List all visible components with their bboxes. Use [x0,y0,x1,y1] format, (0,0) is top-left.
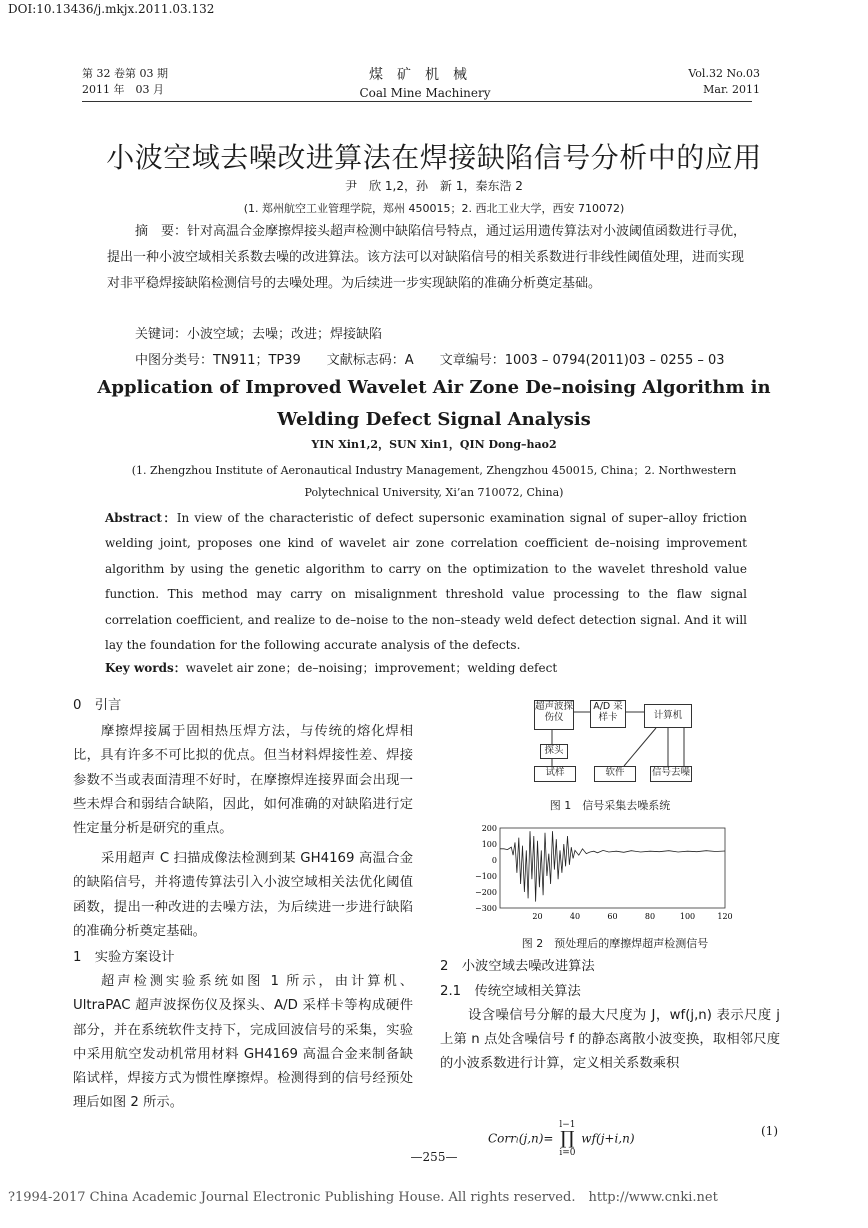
page-number: —255— [410,1150,458,1164]
volume-issue: 第 32 卷第 03 期 [82,67,168,80]
y-tick-label: −200 [475,888,497,897]
y-tick-label: 100 [481,840,497,849]
date-en: Mar. 2011 [703,83,760,96]
intro-paragraph-1: 摩擦焊接属于固相热压焊方法，与传统的熔化焊相比，具有许多不可比拟的优点。但当材料焊接性差、焊接参数不当或表面清理不好时，在摩擦焊连接界面会出现一些未焊合和弱结合缺陷，因此，如何准确的对缺陷进行定性定量分析是研究的重点。 [73,724,413,837]
section-2-1-paragraph: 设含噪信号分解的最大尺度为 J，wf(j,n) 表示尺度 j 上第 n 点处含噪信号 f 的静态离散小波变换，取相邻尺度的小波系数进行计算，定义相关系数乘积 [440,1008,780,1072]
y-tick-label: −100 [475,872,497,881]
box-probe: 探头 [540,744,568,759]
title-en-line2: Welding Defect Signal Analysis [277,409,591,430]
keywords-en-text: wavelet air zone；de–noising；improvement；welding defect [185,661,558,675]
footer-copyright: ?1994-2017 China Academic Journal Electronic Publishing House. All rights reserved. http://www.cnki.net [8,1190,718,1205]
x-tick-label: 120 [717,912,733,921]
box-ultrasonic-detector: 超声波探伤仪 [534,700,574,730]
figure-2-caption: 图 2 预处理后的摩擦焊超声检测信号 [521,937,709,950]
y-tick-label: 200 [481,824,497,833]
issue-date: 2011 年 03 月 [82,83,164,96]
journal-name-en: Coal Mine Machinery [359,86,491,100]
figure-1-caption: 图 1 信号采集去噪系统 [549,799,671,812]
figure-2-chart [470,820,740,925]
product-symbol: ∏ [560,1128,575,1149]
x-tick-label: 80 [644,912,656,921]
box-signal-denoise: 信号去噪 [650,766,692,782]
box-ad-card: A/D 采样卡 [590,700,626,728]
equation-lhs: Corrₗ(j,n)= [488,1131,554,1146]
affiliation-en: (1. Zhengzhou Institute of Aeronautical Industry Management, Zhengzhou 450015, China；2. Northwestern Polytechnical University, Xi’an 710072, China) [131,464,737,499]
left-column [73,694,413,1115]
authors-cn: 尹 欣 1,2，孙 新 1，秦东浩 2 [345,179,523,193]
classification-cn: 中图分类号：TN911；TP39 文献标志码：A 文章编号：1003 – 0794(2011)03 – 0255 – 03 [135,353,725,368]
section-2-heading: 2 小波空域去噪改进算法 [440,959,595,974]
section-0-heading: 0 引言 [73,698,122,713]
figure-1-diagram [528,698,728,788]
experiment-paragraph: 超声检测实验系统如图 1 所示，由计算机、UltraPAC 超声波探伤仪及探头、A/D 采样卡等构成硬件部分，并在系统软件支持下，完成回波信号的采集，实验中采用航空发动机常用材料 GH4169 高温合金来制备缺陷试样，焊接方式为惯性摩擦焊。检测得到的信号经预处理后如图 2 所示。 [73,974,413,1111]
title-en-line1: Application of Improved Wavelet Air Zone De–noising Algorithm in [97,377,771,398]
equation-number: (1) [761,1124,778,1138]
x-tick-label: 100 [679,912,696,921]
keywords-en [105,659,747,676]
abstract-en-label: Abstract： [105,511,177,525]
journal-name-cn: 煤矿机械 [369,67,481,83]
keywords-en-label: Key words： [105,661,186,675]
x-tick-label: 20 [532,912,543,921]
paper-title-cn: 小波空域去噪改进算法在焊接缺陷信号分析中的应用 [106,141,762,174]
header-center [330,64,520,100]
box-software: 软件 [594,766,636,782]
header-right [688,66,760,98]
product-lower-limit: i=0 [559,1148,576,1158]
volume-en: Vol.32 No.03 [688,67,760,80]
signal-series-line [500,831,725,901]
x-tick-label: 60 [607,912,618,921]
x-tick-label: 40 [569,912,581,921]
abstract-en-text: In view of the characteristic of defect supersonic examination signal of super–alloy friction welding joint, proposes one kind of wavelet air zone correlation coefficient de–noising improvement algorithm by using the genetic algorithm to carry on the optimization to the wavelet threshold value function. This method may carry on misalignment threshold value processing to the flaw signal correlation coefficient, and realize to de–noise to the non–steady weld defect detection signal. And it will lay the foundation for the following accurate analysis of the defects. [105,511,747,653]
doi-line: DOI:10.13436/j.mkjx.2011.03.132 [8,2,215,16]
y-tick-label: 0 [491,856,497,865]
box-sample: 试样 [534,766,576,782]
intro-paragraph-2: 采用超声 C 扫描成像法检测到某 GH4169 高温合金的缺陷信号，并将遗传算法引入小波空域相关法优化阈值函数，提出一种改进的去噪方法，为后续进一步进行缺陷的准确分析奠定基础。 [73,851,413,939]
keywords-cn: 关键词：小波空域；去噪；改进；焊接缺陷 [135,327,383,342]
section-2-1-heading: 2.1 传统空域相关算法 [440,984,581,999]
authors-en: YIN Xin1,2，SUN Xin1，QIN Dong–hao2 [311,438,557,451]
abstract-cn: 摘 要：针对高温合金摩擦焊接头超声检测中缺陷信号特点，通过运用遗传算法对小波阈值函数进行寻优，提出一种小波空域相关系数去噪的改进算法。该方法可以对缺陷信号的相关系数进行非线性阈值处理，进而实现对非平稳焊接缺陷检测信号的去噪处理。为后续进一步实现缺陷的准确分析奠定基础。 [107,224,747,291]
paper-title-en [90,372,778,436]
section-1-heading: 1 实验方案设计 [73,950,175,966]
y-tick-label: −300 [475,904,497,913]
product-upper-limit: l−1 [559,1120,576,1130]
equation-rhs: wf(j+i,n) [581,1131,635,1146]
box-computer: 计算机 [644,704,692,728]
abstract-en [105,506,747,658]
affiliation-cn: (1. 郑州航空工业管理学院，郑州 450015；2. 西北工业大学，西安 710072) [243,202,625,215]
header-rule [82,101,752,102]
header-left [82,66,168,98]
